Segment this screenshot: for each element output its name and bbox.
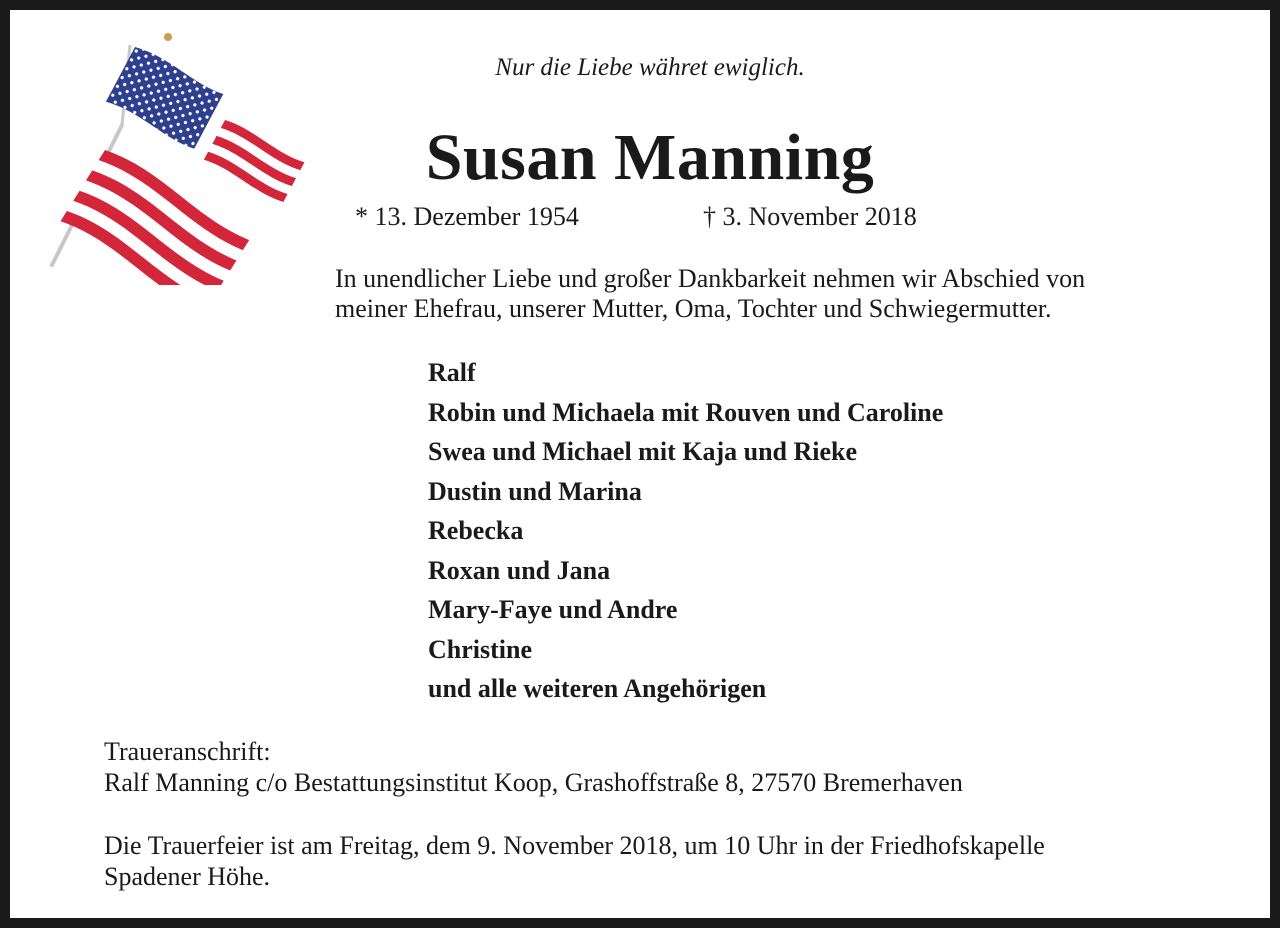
mourning-address bbox=[104, 736, 963, 798]
mourner-entry: Ralf bbox=[428, 358, 476, 387]
ceremony-line: Die Trauerfeier ist am Freitag, dem 9. November 2018, um 10 Uhr in der Friedhofskapelle bbox=[104, 831, 1045, 860]
deceased-name: Susan Manning bbox=[425, 121, 875, 194]
mourner-entry: und alle weiteren Angehörigen bbox=[428, 674, 767, 703]
mourners-list bbox=[428, 353, 943, 709]
mourner-entry: Mary-Faye und Andre bbox=[428, 595, 678, 624]
farewell-line: meiner Ehefrau, unserer Mutter, Oma, Tochter und Schwiegermutter. bbox=[335, 294, 1052, 323]
motto: Nur die Liebe währet ewiglich. bbox=[495, 54, 805, 81]
ceremony-line: Spadener Höhe. bbox=[104, 862, 271, 891]
address-label: Traueranschrift: bbox=[104, 737, 271, 766]
mourner-entry: Rebecka bbox=[428, 516, 524, 545]
mourner-entry: Christine bbox=[428, 634, 532, 664]
mourner-entry: Dustin und Marina bbox=[428, 476, 642, 506]
farewell-line: In unendlicher Liebe und großer Dankbarkeit nehmen wir Abschied von bbox=[335, 264, 1086, 293]
mourner-entry: Robin und Michaela mit Rouven und Caroline bbox=[428, 397, 944, 427]
mourner-entry: Roxan und Jana bbox=[428, 555, 611, 585]
birth-date: * 13. Dezember 1954 bbox=[355, 202, 579, 231]
death-date: † 3. November 2018 bbox=[703, 202, 917, 231]
mourner-entry: Swea und Michael mit Kaja und Rieke bbox=[428, 437, 858, 466]
farewell-text bbox=[335, 264, 1235, 324]
funeral-ceremony-info bbox=[104, 830, 1045, 892]
address-line: Ralf Manning c/o Bestattungsinstitut Koop, Grashoffstraße 8, 27570 Bremerhaven bbox=[104, 768, 963, 797]
